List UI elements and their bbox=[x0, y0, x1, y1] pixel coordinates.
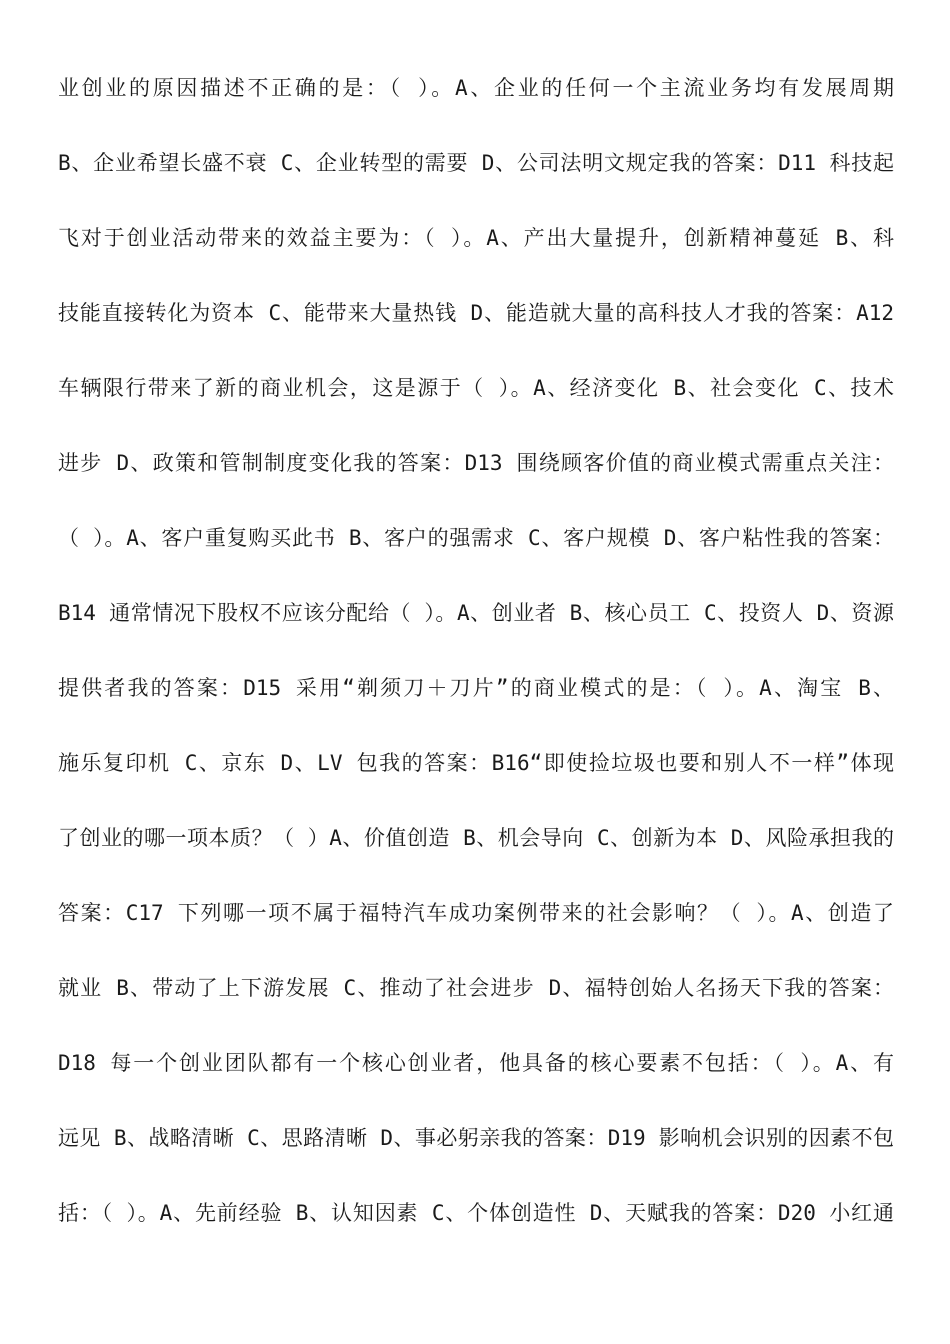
text-line: 提供者我的答案：D15 采用“剃须刀＋刀片”的商业模式的是：（ ）。A、淘宝 B、 bbox=[58, 676, 894, 700]
text-line: （ ）。A、客户重复购买此书 B、客户的强需求 C、客户规模 D、客户粘性我的答案： bbox=[58, 526, 894, 550]
text-line: 括：（ ）。A、先前经验 B、认知因素 C、个体创造性 D、天赋我的答案：D20 小红通 bbox=[58, 1201, 894, 1225]
text-line: D18 每一个创业团队都有一个核心创业者，他具备的核心要素不包括：（ ）。A、有 bbox=[58, 1051, 894, 1075]
text-line: 技能直接转化为资本 C、能带来大量热钱 D、能造就大量的高科技人才我的答案：A12 bbox=[58, 301, 894, 325]
text-line: 进步 D、政策和管制制度变化我的答案：D13 围绕顾客价值的商业模式需重点关注： bbox=[58, 451, 894, 475]
text-line: 了创业的哪一项本质？（ ）A、价值创造 B、机会导向 C、创新为本 D、风险承担我的 bbox=[58, 826, 894, 850]
text-line: 答案：C17 下列哪一项不属于福特汽车成功案例带来的社会影响？（ ）。A、创造了 bbox=[58, 901, 894, 925]
text-line: B14 通常情况下股权不应该分配给（ ）。A、创业者 B、核心员工 C、投资人 D、资源 bbox=[58, 601, 894, 625]
text-line: 远见 B、战略清晰 C、思路清晰 D、事必躬亲我的答案：D19 影响机会识别的因素不包 bbox=[58, 1126, 894, 1150]
text-line: 飞对于创业活动带来的效益主要为：（ ）。A、产出大量提升，创新精神蔓延 B、科 bbox=[58, 226, 894, 250]
text-line: 业创业的原因描述不正确的是：（ ）。A、企业的任何一个主流业务均有发展周期 bbox=[58, 76, 894, 100]
text-line: 车辆限行带来了新的商业机会，这是源于（ ）。A、经济变化 B、社会变化 C、技术 bbox=[58, 376, 894, 400]
text-line: 就业 B、带动了上下游发展 C、推动了社会进步 D、福特创始人名扬天下我的答案： bbox=[58, 976, 894, 1000]
text-line: B、企业希望长盛不衰 C、企业转型的需要 D、公司法明文规定我的答案：D11 科技起 bbox=[58, 151, 894, 175]
text-line: 施乐复印机 C、京东 D、LV 包我的答案：B16“即使捡垃圾也要和别人不一样”体现 bbox=[58, 751, 894, 775]
